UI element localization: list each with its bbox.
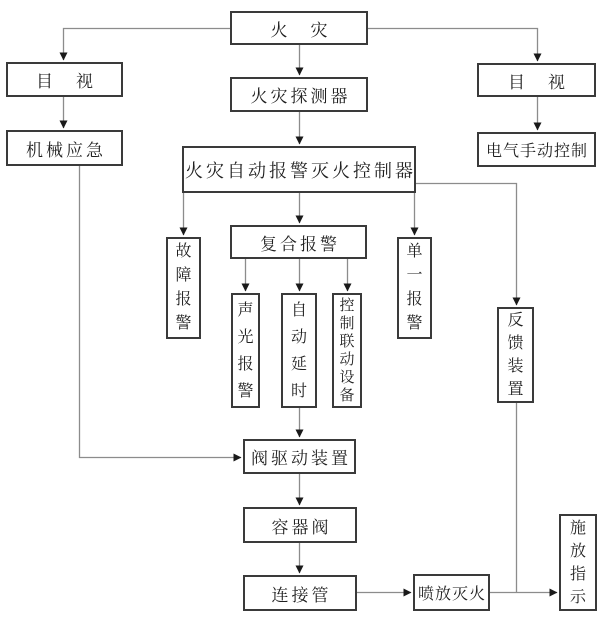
node-visual-left-label: 目 视 — [36, 72, 96, 91]
node-single-alarm — [397, 237, 432, 339]
node-visual-right — [477, 63, 596, 97]
node-valve-drive-label: 阀驱动装置 — [251, 449, 351, 468]
node-spray-extinguish-label: 喷放灭火 — [417, 586, 486, 603]
node-electrical-manual — [477, 132, 596, 167]
node-spray-extinguish — [413, 574, 490, 611]
node-composite-alarm-label: 复合报警 — [260, 234, 340, 254]
node-auto-delay-label: 自动延时 — [291, 301, 308, 400]
node-fire — [230, 11, 368, 45]
node-container-valve-label: 容器阀 — [271, 517, 332, 537]
node-fault-alarm-label: 故障报警 — [175, 243, 192, 332]
node-sound-light-alarm — [231, 293, 260, 408]
node-detector-label: 火灾探测器 — [250, 87, 351, 106]
node-visual-left — [6, 62, 123, 97]
connector-fire-to-visual-right — [368, 29, 538, 62]
node-connecting-pipe-label: 连接管 — [271, 585, 332, 605]
node-single-alarm-label: 单一报警 — [406, 243, 423, 332]
node-release-indicator — [559, 514, 597, 611]
node-container-valve — [243, 507, 357, 543]
node-control-linkage-label: 控制联动设备 — [339, 296, 355, 404]
node-auto-delay — [281, 293, 317, 408]
node-connecting-pipe — [243, 575, 357, 611]
node-feedback-device — [497, 307, 534, 403]
node-mechanical-emergency-label: 机械应急 — [26, 140, 106, 160]
node-release-indicator-label: 施放指示 — [570, 519, 587, 606]
node-visual-right-label: 目 视 — [508, 72, 568, 92]
node-feedback-device-label: 反馈装置 — [507, 312, 524, 398]
node-controller — [182, 146, 416, 193]
node-detector — [230, 77, 368, 112]
node-sound-light-alarm-label: 声光报警 — [237, 301, 254, 400]
node-valve-drive — [243, 439, 356, 474]
node-mechanical-emergency — [6, 130, 123, 166]
node-composite-alarm — [230, 225, 367, 259]
node-fault-alarm — [166, 237, 201, 339]
connector-mechanical-to-valve-drive — [80, 166, 242, 458]
node-electrical-manual-label: 电气手动控制 — [485, 143, 588, 160]
node-fire-label: 火 灾 — [270, 20, 331, 40]
node-control-linkage — [332, 293, 362, 408]
node-controller-label: 火灾自动报警灭火控制器 — [185, 160, 416, 181]
connector-fire-to-visual-left — [64, 29, 231, 61]
